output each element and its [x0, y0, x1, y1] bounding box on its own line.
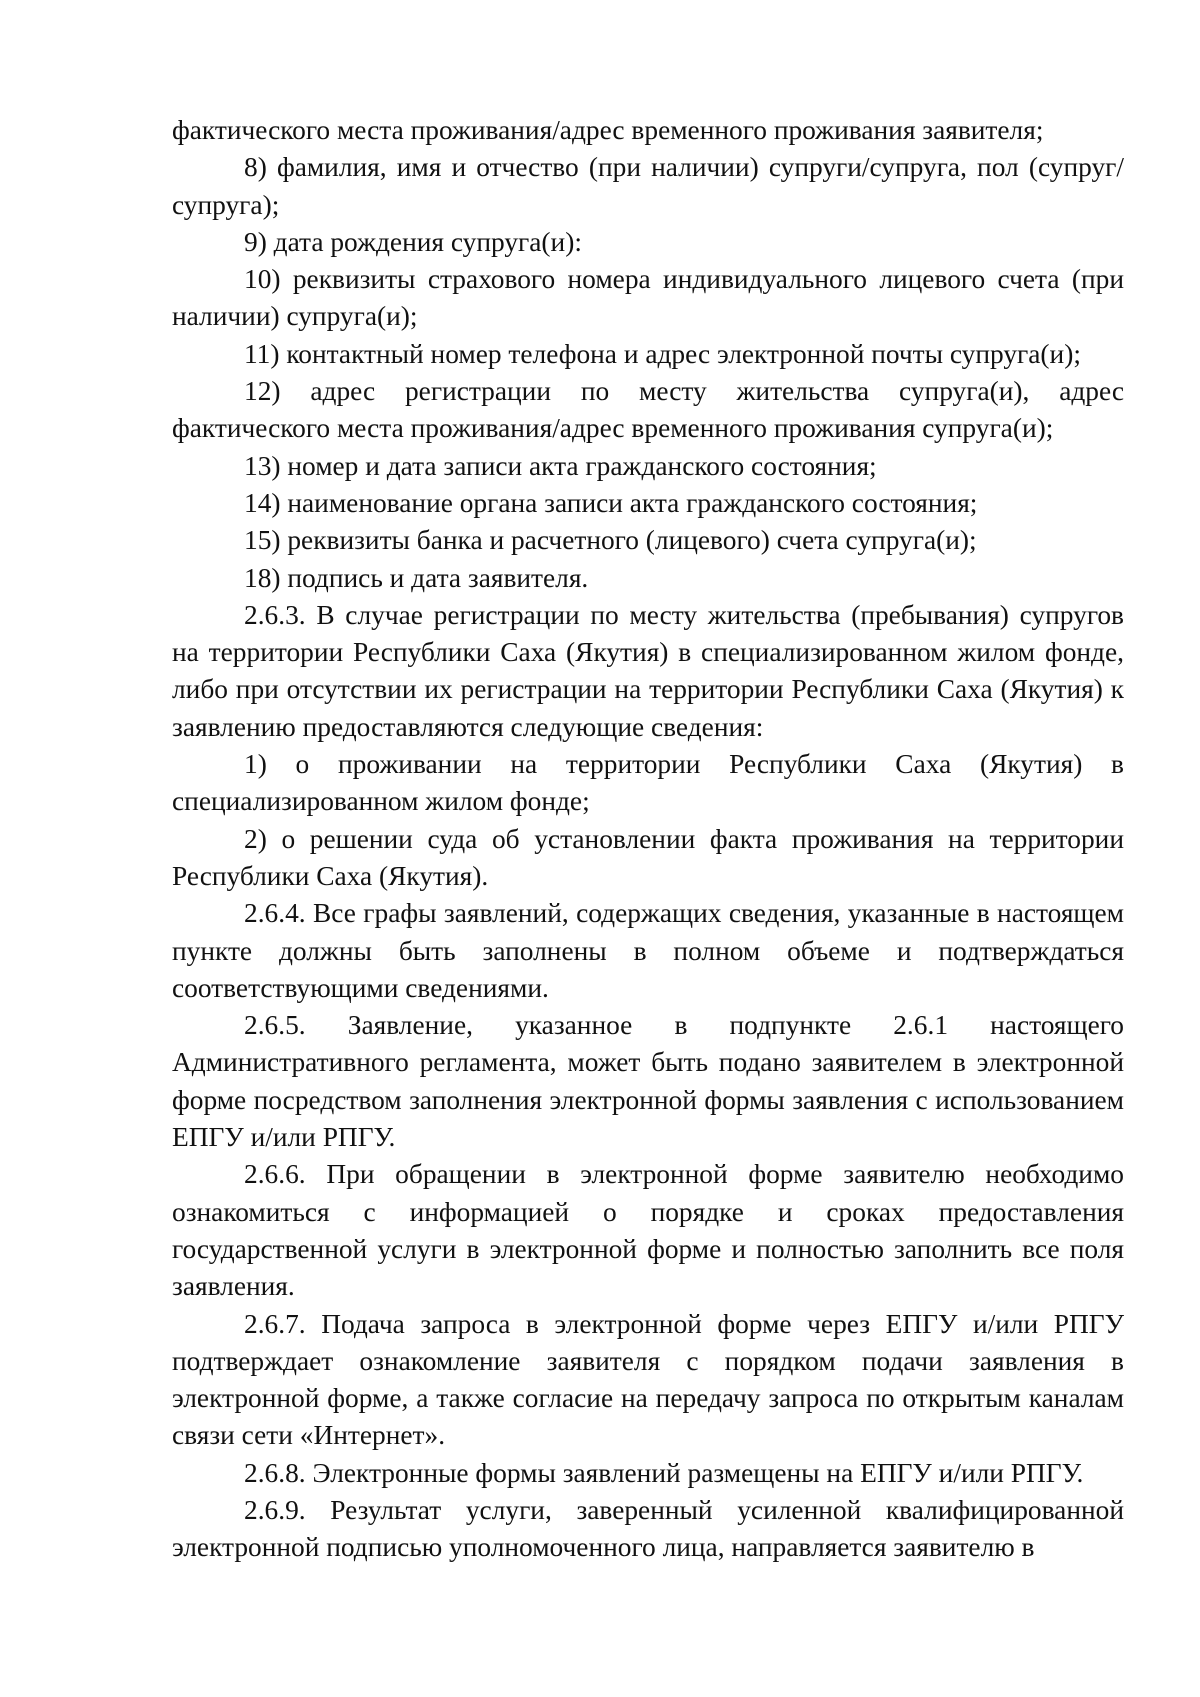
clause-2-6-5: 2.6.5. Заявление, указанное в подпункте 2.6.1 настоящего Административного регламента, может быть подано заявителем в электронной форме посредством заполнения электронной формы заявления с использованием ЕПГУ и/или РПГУ. — [172, 1010, 1124, 1153]
list-item-10: 10) реквизиты страхового номера индивидуального лицевого счета (при наличии) супруга(и); — [172, 264, 1124, 332]
list-item-11: 11) контактный номер телефона и адрес электронной почты супруга(и); — [244, 338, 1081, 369]
clause-2-6-6: 2.6.6. При обращении в электронной форме заявителю необходимо ознакомиться с информацией о порядке и сроках предоставления государственной услуги в электронной форме и полностью заполнить все поля заявления. — [172, 1159, 1124, 1302]
list-item-15: 15) реквизиты банка и расчетного (лицевого) счета супруга(и); — [244, 525, 977, 556]
clause-2-6-3-item-2: 2) о решении суда об установлении факта проживания на территории Республики Саха (Якутия). — [172, 823, 1124, 891]
list-item-12: 12) адрес регистрации по месту жительства супруга(и), адрес фактического места проживания/адрес временного проживания супруга(и); — [172, 376, 1124, 444]
clause-2-6-9: 2.6.9. Результат услуги, заверенный усиленной квалифицированной электронной подписью уполномоченного лица, направляется заявителю в — [172, 1494, 1124, 1563]
clause-2-6-7: 2.6.7. Подача запроса в электронной форме через ЕПГУ и/или РПГУ подтверждает ознакомление заявителя с порядком подачи заявления в электронной форме, а также согласие на передачу запроса по открытым каналам связи сети «Интернет». — [172, 1308, 1124, 1451]
list-item-8: 8) фамилия, имя и отчество (при наличии) супруги/супруга, пол (супруг/супруга); — [172, 152, 1124, 220]
paragraph-continuation: фактического места проживания/адрес временного проживания заявителя; — [172, 115, 1044, 145]
list-item-18: 18) подпись и дата заявителя. — [244, 562, 589, 593]
list-item-14: 14) наименование органа записи акта гражданского состояния; — [244, 487, 978, 518]
list-item-9: 9) дата рождения супруга(и): — [244, 226, 582, 257]
clause-2-6-4: 2.6.4. Все графы заявлений, содержащих сведения, указанные в настоящем пункте должны быть заполнены в полном объеме и подтверждаться соответствующими сведениями. — [172, 898, 1124, 1003]
clause-2-6-8: 2.6.8. Электронные формы заявлений размещены на ЕПГУ и/или РПГУ. — [244, 1457, 1084, 1488]
list-item-13: 13) номер и дата записи акта гражданского состояния; — [244, 450, 877, 481]
clause-2-6-3: 2.6.3. В случае регистрации по месту жительства (пребывания) супругов на территории Республики Саха (Якутия) в специализированном жилом фонде, либо при отсутствии их регистрации на территории Республики Саха (Якутия) к заявлению предоставляются следующие сведения: — [172, 599, 1124, 742]
clause-2-6-3-item-1: 1) о проживании на территории Республики Саха (Якутия) в специализированном жилом фонде; — [172, 749, 1124, 817]
document-body — [172, 112, 1124, 1567]
